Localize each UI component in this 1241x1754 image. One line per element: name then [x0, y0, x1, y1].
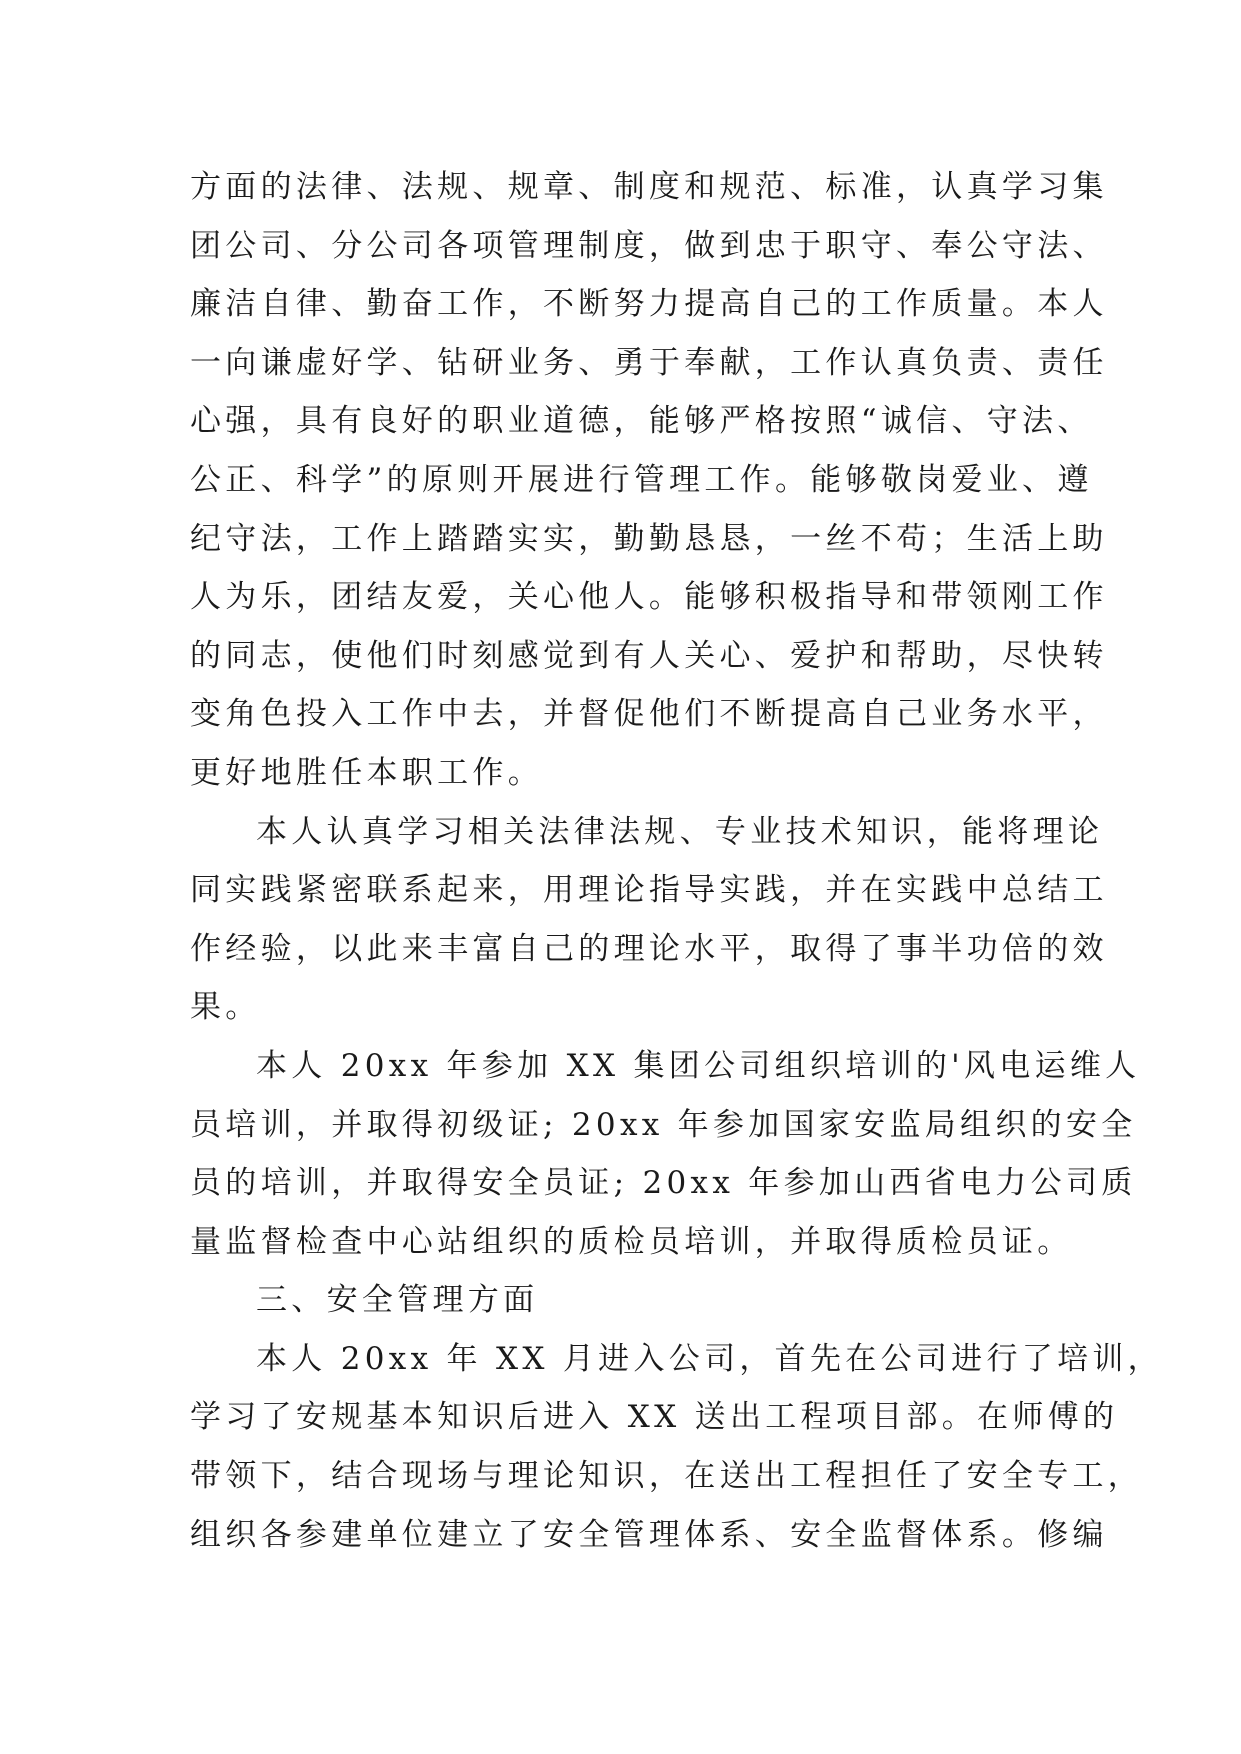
text-line: 员的培训，并取得安全员证; 20xx 年参加山西省电力公司质 [190, 1165, 1137, 1202]
text-line: 组织各参建单位建立了安全管理体系、安全监督体系。修编 [190, 1516, 1108, 1553]
body-text [190, 158, 1163, 1564]
text-line: 纪守法，工作上踏踏实实，勤勤恳恳，一丝不苟；生活上助 [190, 520, 1108, 557]
paragraph-start-line: 本人认真学习相关法律法规、专业技术知识，能将理论 [256, 813, 1104, 850]
text-line: 量监督检查中心站组织的质检员培训，并取得质检员证。 [190, 1223, 1073, 1260]
text-line: 作经验，以此来丰富自己的理论水平，取得了事半功倍的效 [190, 930, 1108, 967]
text-line: 更好地胜任本职工作。 [190, 754, 543, 791]
text-line: 公正、科学”的原则开展进行管理工作。能够敬岗爱业、遵 [190, 461, 1093, 498]
text-line: 变角色投入工作中去，并督促他们不断提高自己业务水平， [190, 696, 1108, 733]
section-heading: 三、安全管理方面 [256, 1282, 539, 1319]
text-line: 果。 [190, 989, 261, 1026]
paragraph-start-line: 本人 20xx 年参加 XX 集团公司组织培训的'风电运维人 [256, 1047, 1141, 1084]
text-line: 人为乐，团结友爱，关心他人。能够积极指导和带领刚工作 [190, 579, 1108, 616]
text-line: 的同志，使他们时刻感觉到有人关心、爱护和帮助，尽快转 [190, 637, 1108, 674]
text-line: 方面的法律、法规、规章、制度和规范、标准，认真学习集 [190, 169, 1108, 205]
text-line: 团公司、分公司各项管理制度，做到忠于职守、奉公守法、 [190, 227, 1108, 264]
text-line: 带领下，结合现场与理论知识，在送出工程担任了安全专工， [190, 1458, 1144, 1495]
paragraph-start-line: 本人 20xx 年 XX 月进入公司，首先在公司进行了培训， [256, 1340, 1163, 1377]
text-line: 廉洁自律、勤奋工作，不断努力提高自己的工作质量。本人 [190, 286, 1108, 323]
text-line: 一向谦虚好学、钻研业务、勇于奉献，工作认真负责、责任 [190, 344, 1108, 381]
text-line: 心强，具有良好的职业道德，能够严格按照“诚信、守法、 [190, 403, 1093, 440]
text-line: 员培训，并取得初级证; 20xx 年参加国家安监局组织的安全 [190, 1106, 1137, 1143]
text-line: 同实践紧密联系起来，用理论指导实践，并在实践中总结工 [190, 872, 1108, 909]
text-line: 学习了安规基本知识后进入 XX 送出工程项目部。在师傅的 [190, 1399, 1119, 1436]
